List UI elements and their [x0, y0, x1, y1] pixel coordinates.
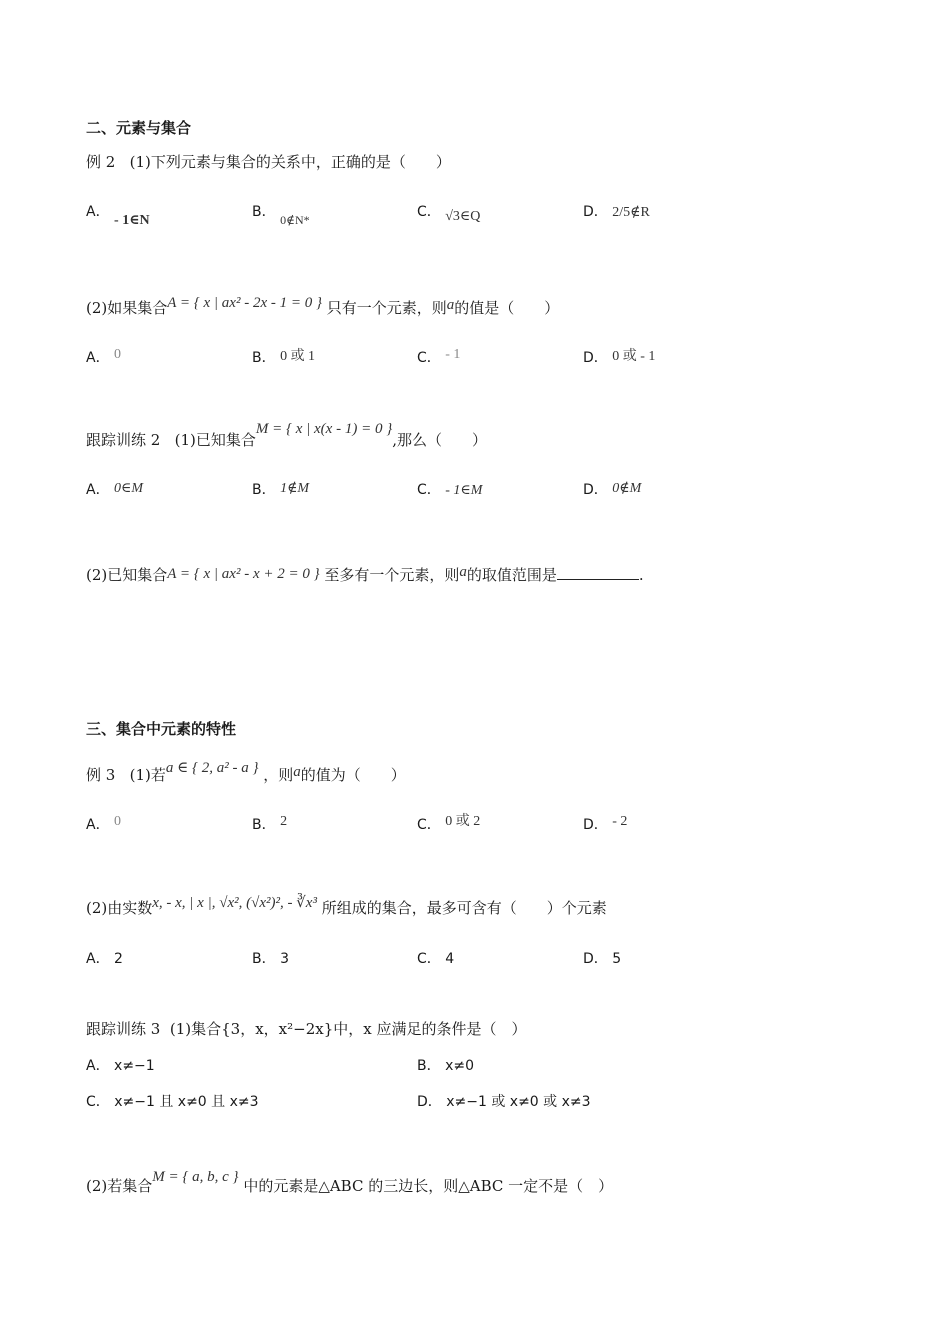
option-b: B． 3 [252, 951, 289, 967]
option-d: D． 5 [583, 951, 622, 967]
option-a: A． 0∈M [86, 481, 144, 498]
option-d: D． 0∉M [583, 481, 642, 498]
set-expression: a ∈ { 2, a² - a } [165, 760, 259, 776]
math-expression: x, - x, | x |, √x², (√x²)², - ∛x³ [152, 895, 317, 911]
option-a: A． 0 [86, 347, 122, 366]
training-3-question-1: 跟踪训练 3 (1)集合{3，x，x²−2x}中，x 应满足的条件是（ ） [86, 1020, 527, 1038]
example-3-question-2: (2)由实数x, - x, | x |, √x², (√x²)², - ∛x³ 所组成的集合，最多可含有（ ）个元素 [86, 895, 607, 917]
option-c: C． - 1 [417, 347, 461, 366]
training-2-question-2: (2)已知集合A = { x | ax² - x + 2 = 0 } 至多有一个元素，则a的取值范围是 . [86, 564, 644, 584]
example-2-question-1 [86, 152, 451, 172]
option-d: D． 2/5∉R [583, 204, 650, 220]
section-title-2: 二、元素与集合 [86, 119, 192, 137]
option-value: 0∉N* [280, 213, 310, 227]
training-2-question-1: 跟踪训练 2 (1)已知集合M = { x | x(x - 1) = 0 },那么（ ） [86, 421, 487, 449]
option-value: √3∈Q [445, 209, 481, 224]
option-c: C． √3∈Q [417, 204, 481, 224]
example-label: 例 2 [86, 153, 116, 171]
option-a: A． x≠−1 [86, 1058, 155, 1074]
option-b: B． 1∉M [252, 481, 310, 498]
option-c: C． x≠−1 且 x≠0 且 x≠3 [86, 1094, 259, 1110]
answer-blank [557, 565, 639, 580]
option-d: D． 0 或 - 1 [583, 349, 656, 366]
example-2-question-2: (2)如果集合A = { x | ax² - 2x - 1 = 0 } 只有一个元素，则a的值是（ ） [86, 295, 560, 317]
training-3-question-2: (2)若集合M = { a, b, c } 中的元素是△ABC 的三边长，则△ABC 一定不是（ ） [86, 1169, 614, 1195]
option-value: 2/5∉R [612, 205, 650, 220]
example-3-question-1: 例 3 (1)若a ∈ { 2, a² - a } ，则a的值为（ ） [86, 760, 406, 784]
set-expression: M = { a, b, c } [152, 1169, 239, 1185]
question-text: (1)下列元素与集合的关系中，正确的是（ ） [129, 153, 451, 171]
option-a: A． 2 [86, 951, 123, 967]
option-d: D． x≠−1 或 x≠0 或 x≠3 [417, 1094, 591, 1110]
option-d: D． - 2 [583, 814, 628, 833]
set-expression: M = { x | x(x - 1) = 0 } [255, 421, 393, 437]
option-a: A． 0 [86, 814, 122, 833]
option-value: - 1∈N [114, 213, 150, 228]
set-expression: A = { x | ax² - 2x - 1 = 0 } [167, 295, 322, 311]
option-b: B． 0∉N* [252, 204, 310, 227]
option-b: B． x≠0 [417, 1058, 474, 1074]
option-b: B． 2 [252, 814, 288, 833]
option-c: C． 0 或 2 [417, 814, 481, 833]
option-c: C． 4 [417, 951, 455, 967]
option-c: C． - 1∈M [417, 482, 483, 498]
set-expression: A = { x | ax² - x + 2 = 0 } [167, 566, 320, 582]
option-b: B． 0 或 1 [252, 349, 316, 366]
option-a: A． - 1∈N [86, 204, 150, 228]
section-title-3: 三、集合中元素的特性 [86, 720, 237, 738]
